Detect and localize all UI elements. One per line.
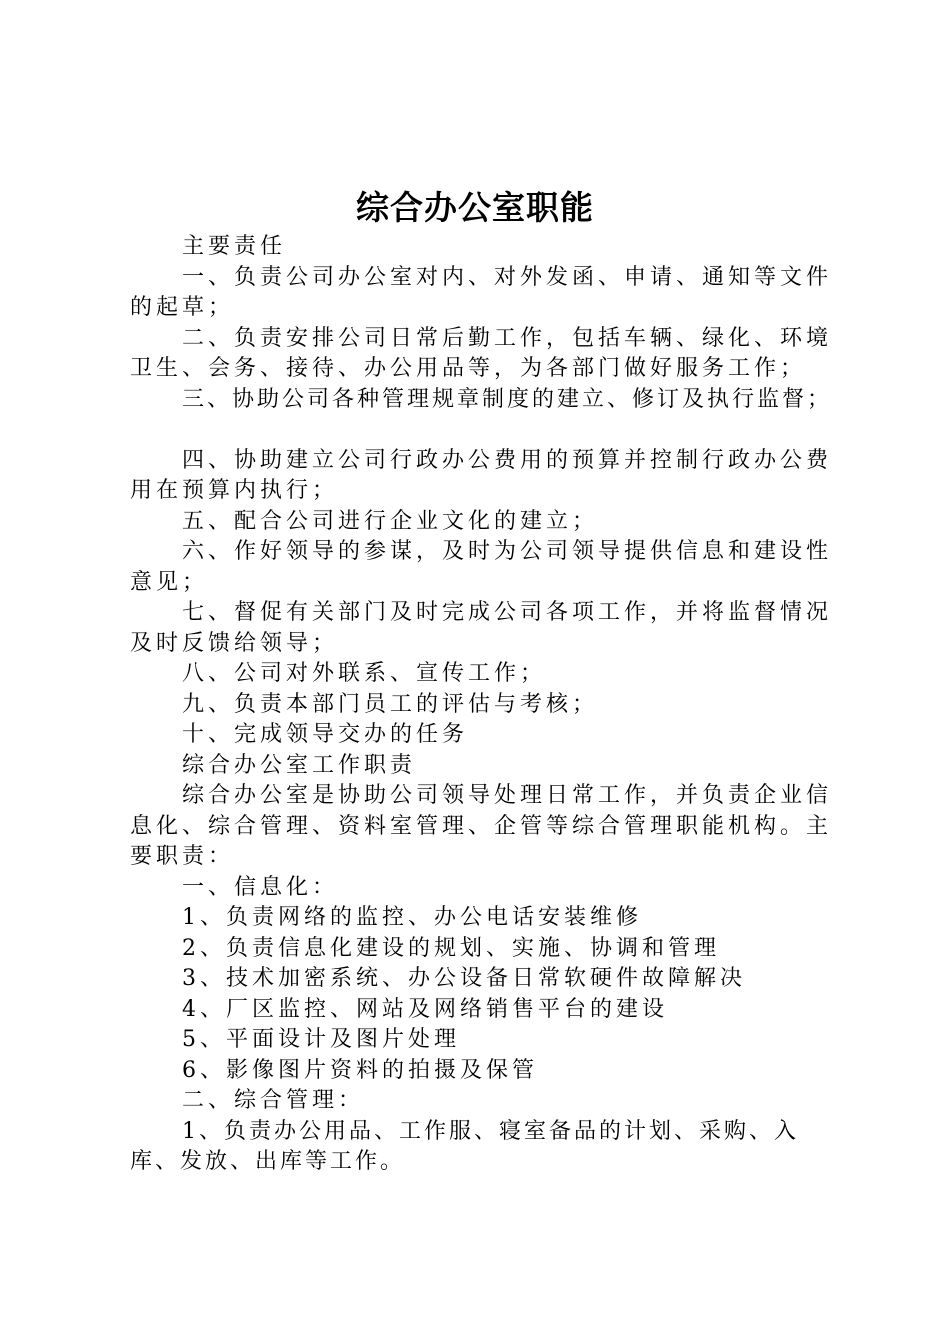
document-body <box>130 232 835 1178</box>
paragraph-duty-6: 六、作好领导的参谋，及时为公司领导提供信息和建设性意见； <box>130 539 833 595</box>
paragraph-duty-2: 二、负责安排公司日常后勤工作，包括车辆、绿化、环境卫生、会务、接待、办公用品等，为各部门做好服务工作； <box>130 325 833 381</box>
paragraph-info-item-1: 1、负责网络的监控、办公电话安装维修 <box>182 905 642 930</box>
paragraph-office-intro: 综合办公室是协助公司领导处理日常工作，并负责企业信息化、综合管理、资料室管理、企管等综合管理职能机构。主要职责： <box>130 783 833 869</box>
paragraph-office-duties-heading: 综合办公室工作职责 <box>182 752 417 778</box>
paragraph-duty-3: 三、协助公司各种管理规章制度的建立、修订及执行监督； <box>182 386 833 412</box>
document-title: 综合办公室职能 <box>356 188 594 227</box>
paragraph-info-item-4: 4、厂区监控、网站及网络销售平台的建设 <box>182 996 668 1022</box>
paragraph-mgmt-item-1: 1、负责办公用品、工作服、寝室备品的计划、采购、入库、发放、出库等工作。 <box>130 1118 799 1174</box>
paragraph-main-duties-heading: 主要责任 <box>182 234 287 259</box>
paragraph-duty-5: 五、配合公司进行企业文化的建立； <box>182 508 599 534</box>
paragraph-duty-4: 四、协助建立公司行政办公费用的预算并控制行政办公费用在预算内执行； <box>130 447 833 503</box>
paragraph-section-general-management: 二、综合管理： <box>182 1088 365 1113</box>
paragraph-section-informatization: 一、信息化： <box>182 874 339 900</box>
paragraph-info-item-3: 3、技术加密系统、办公设备日常软硬件故障解决 <box>182 966 746 991</box>
paragraph-info-item-5: 5、平面设计及图片处理 <box>182 1027 460 1052</box>
blank-line <box>130 415 835 446</box>
paragraph-duty-10: 十、完成领导交办的任务 <box>182 722 469 747</box>
paragraph-duty-1: 一、负责公司办公室对内、对外发函、申请、通知等文件的起草； <box>130 264 833 320</box>
paragraph-duty-8: 八、公司对外联系、宣传工作； <box>182 661 547 686</box>
paragraph-duty-9: 九、负责本部门员工的评估与考核； <box>182 691 599 717</box>
paragraph-info-item-2: 2、负责信息化建设的规划、实施、协调和管理 <box>182 935 720 961</box>
paragraph-info-item-6: 6、影像图片资料的拍摄及保管 <box>182 1057 538 1083</box>
paragraph-duty-7: 七、督促有关部门及时完成公司各项工作，并将监督情况及时反馈给领导； <box>130 600 833 656</box>
